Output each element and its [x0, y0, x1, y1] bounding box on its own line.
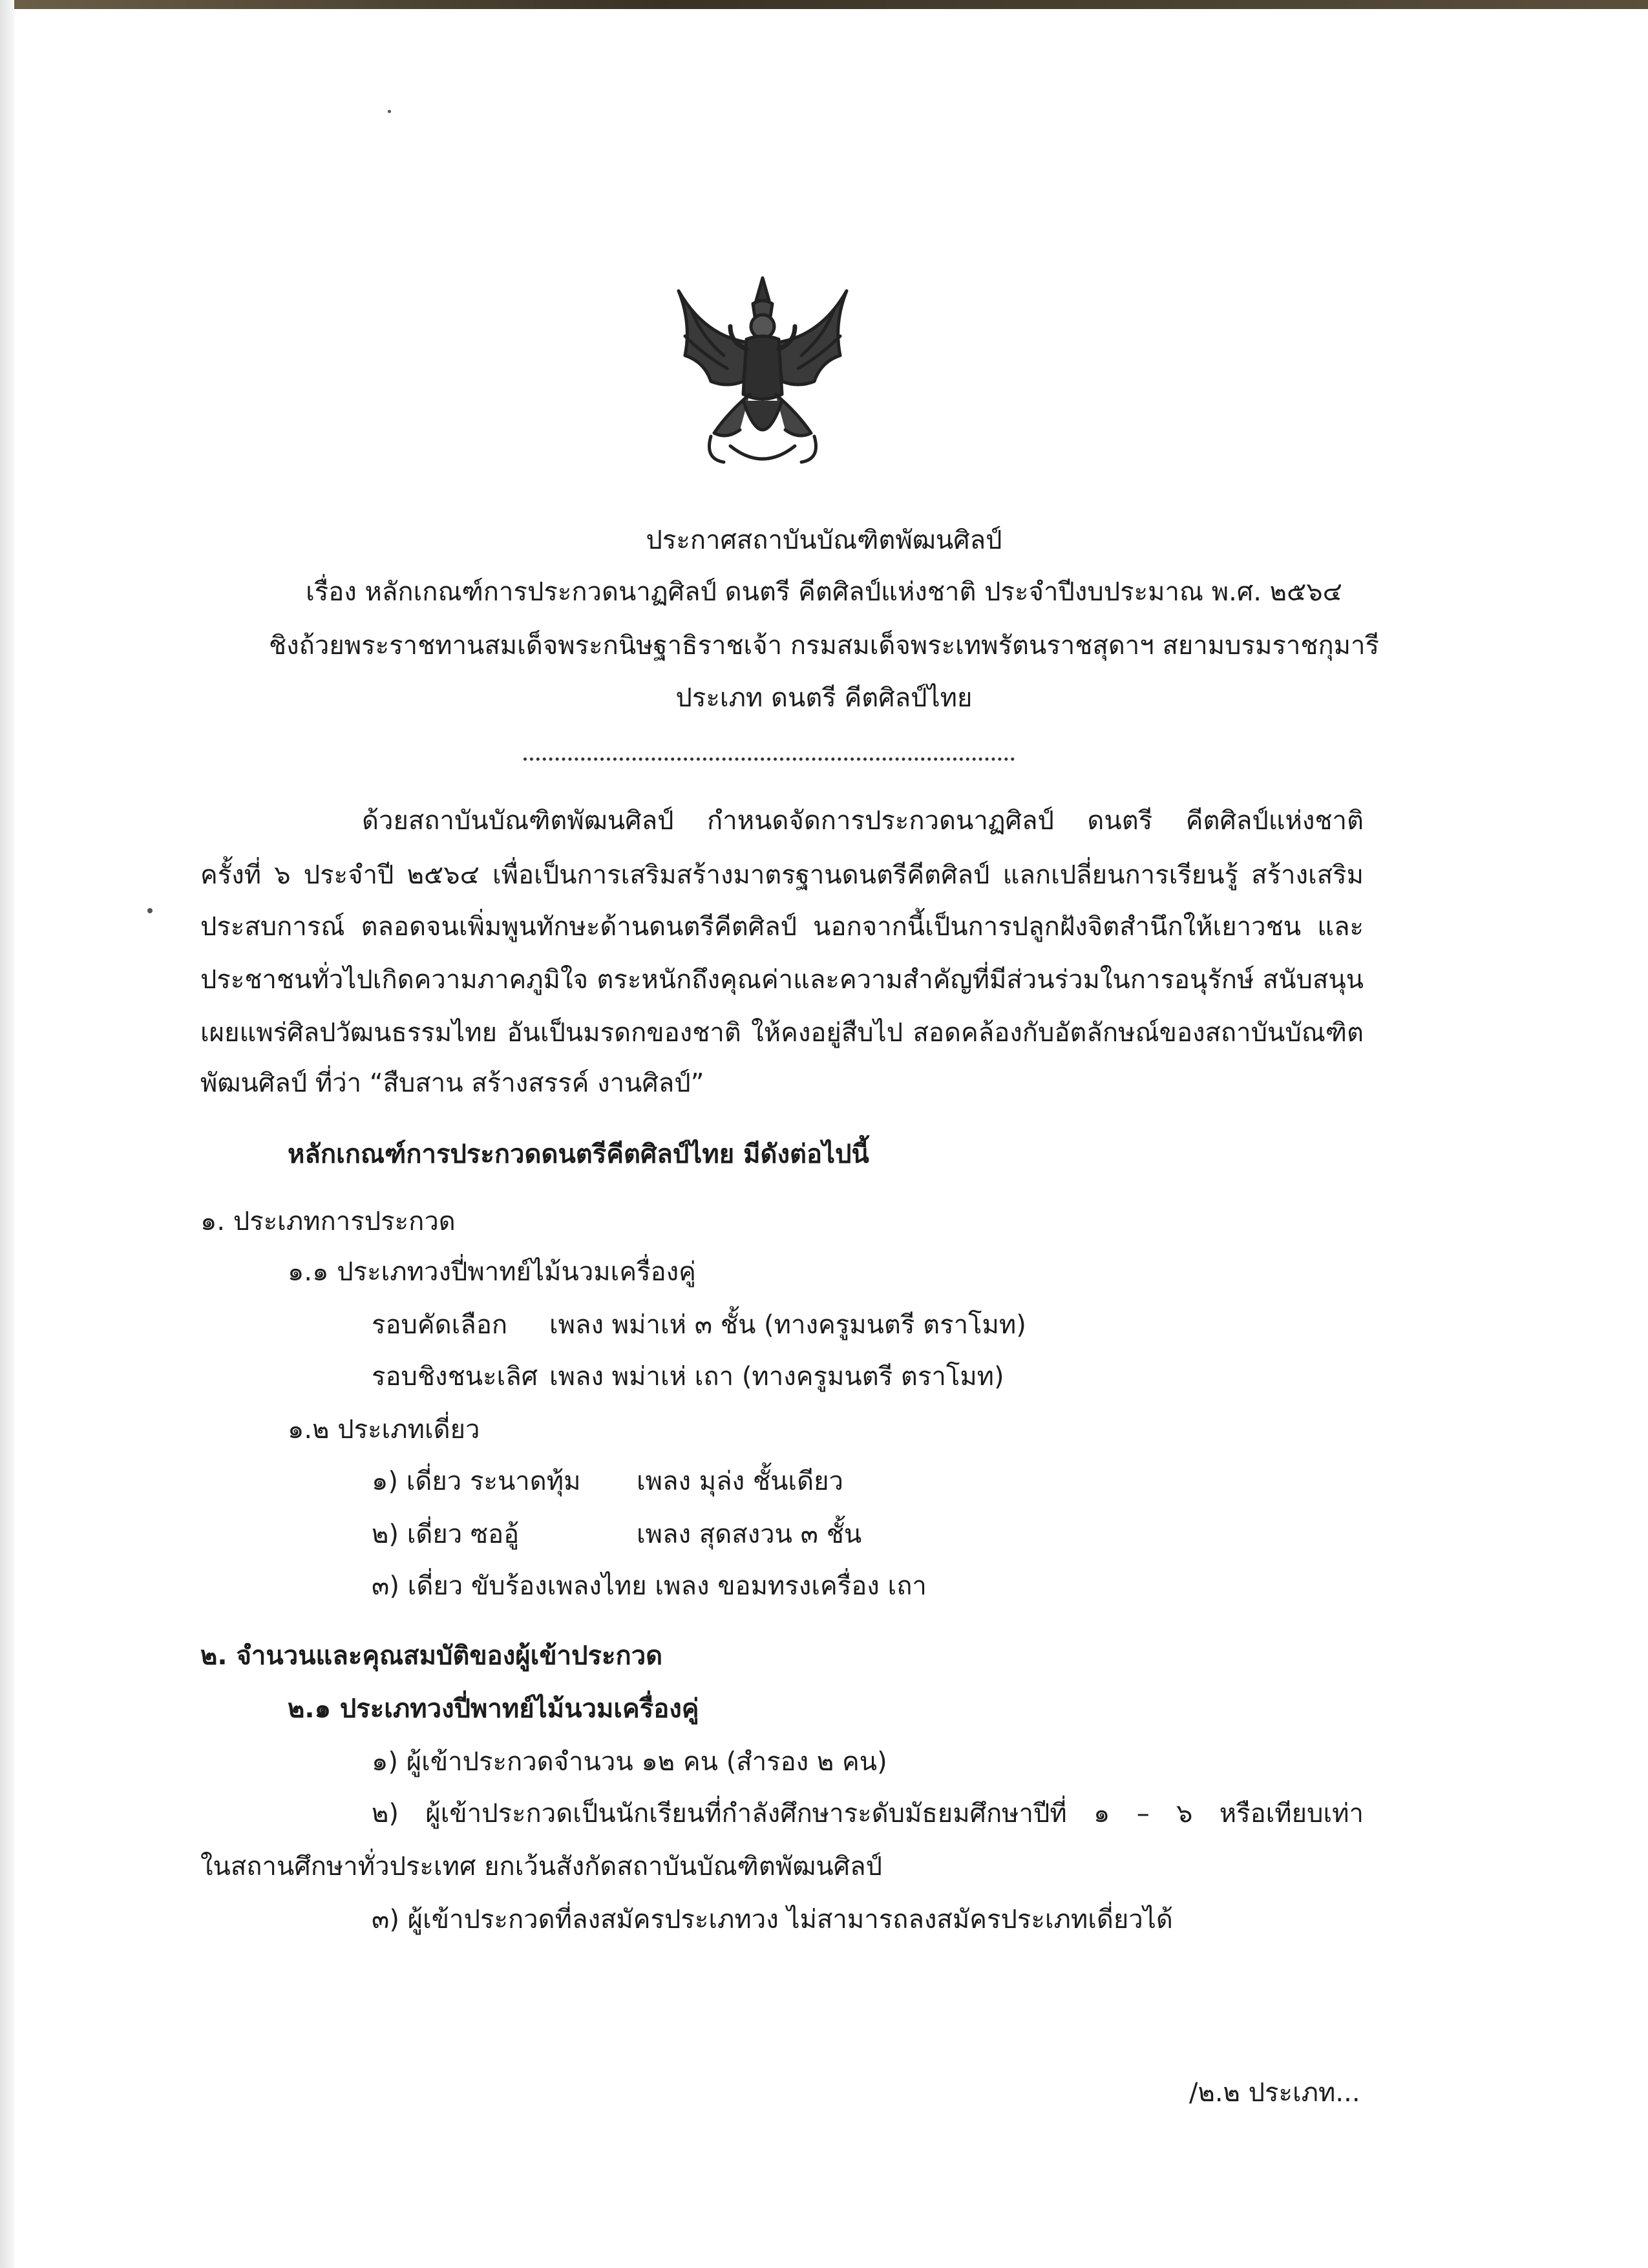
- section1-sub1-heading: ๑.๑ ประเภทวงปี่พาทย์ไม้นวมเครื่องคู่: [288, 1257, 696, 1287]
- solo-item-1-label: ๑) เดี่ยว ระนาดทุ้ม: [372, 1467, 581, 1496]
- section1-sub2-heading: ๑.๒ ประเภทเดี่ยว: [288, 1415, 480, 1445]
- qualification-item-2-line-2: ในสถานศึกษาทั่วประเทศ ยกเว้นสังกัดสถาบันบัณฑิตพัฒนศิลป์: [200, 1852, 882, 1881]
- header-divider: [523, 758, 1015, 761]
- trophy-line: ชิงถ้วยพระราชทานสมเด็จพระกนิษฐาธิราชเจ้า กรมสมเด็จพระเทพรัตนราชสุดาฯ สยามบรมราชกุมารี: [268, 631, 1379, 661]
- page-continuation: /๒.๒ ประเภท...: [1189, 2078, 1360, 2108]
- round1-label: รอบคัดเลือก: [372, 1310, 508, 1340]
- intro-line-5: เผยแพร่ศิลปวัฒนธรรมไทย อันเป็นมรดกของชาติ ให้คงอยู่สืบไป สอดคล้องกับอัตลักษณ์ของสถาบันบัณฑิต: [200, 1018, 1364, 1048]
- intro-line-6: พัฒนศิลป์ ที่ว่า “สืบสาน สร้างสรรค์ งานศิลป์”: [200, 1068, 704, 1098]
- criteria-heading: หลักเกณฑ์การประกวดดนตรีคีตศิลป์ไทย มีดังต่อไปนี้: [288, 1139, 869, 1169]
- solo-item-3-label: ๓) เดี่ยว ขับร้องเพลงไทย เพลง ขอมทรงเครื่อง เถา: [372, 1571, 927, 1601]
- subject-line: เรื่อง หลักเกณฑ์การประกวดนาฏศิลป์ ดนตรี คีตศิลป์แห่งชาติ ประจำปีงบประมาณ พ.ศ. ๒๕๖๔: [306, 577, 1342, 607]
- round2-song: เพลง พม่าเห่ เถา (ทางครูมนตรี ตราโมท): [549, 1362, 1004, 1392]
- scan-edge-top: [0, 0, 1648, 9]
- scan-speck: [147, 908, 153, 913]
- qualification-item-3: ๓) ผู้เข้าประกวดที่ลงสมัครประเภทวง ไม่สามารถลงสมัครประเภทเดี่ยวได้: [372, 1905, 1173, 1934]
- solo-item-1-song: เพลง มุล่ง ชั้นเดียว: [637, 1467, 843, 1496]
- intro-line-1: ด้วยสถาบันบัณฑิตพัฒนศิลป์ กำหนดจัดการประกวดนาฏศิลป์ ดนตรี คีตศิลป์แห่งชาติ: [362, 806, 1364, 836]
- intro-line-4: ประชาชนทั่วไปเกิดความภาคภูมิใจ ตระหนักถึงคุณค่าและความสำคัญที่มีส่วนร่วมในการอนุรักษ์ สนับสนุน: [200, 965, 1364, 995]
- page-title: ประกาศสถาบันบัณฑิตพัฒนศิลป์: [646, 525, 1002, 555]
- qualification-item-1: ๑) ผู้เข้าประกวดจำนวน ๑๒ คน (สำรอง ๒ คน): [372, 1747, 887, 1777]
- scan-edge-left: [0, 0, 14, 2268]
- intro-line-3: ประสบการณ์ ตลอดจนเพิ่มพูนทักษะด้านดนตรีคีตศิลป์ นอกจากนี้เป็นการปลูกฝังจิตสำนึกให้เยาวชน และ: [200, 912, 1364, 942]
- section2-sub1-heading: ๒.๑ ประเภทวงปี่พาทย์ไม้นวมเครื่องคู่: [288, 1694, 699, 1724]
- section2-heading: ๒. จำนวนและคุณสมบัติของผู้เข้าประกวด: [200, 1641, 663, 1671]
- round1-song: เพลง พม่าเห่ ๓ ชั้น (ทางครูมนตรี ตราโมท): [549, 1310, 1026, 1340]
- solo-item-2-label: ๒) เดี่ยว ซออู้: [372, 1520, 520, 1549]
- solo-item-2-song: เพลง สุดสงวน ๓ ชั้น: [637, 1520, 862, 1549]
- intro-line-2: ครั้งที่ ๖ ประจำปี ๒๕๖๔ เพื่อเป็นการเสริมสร้างมาตรฐานดนตรีคีตศิลป์ แลกเปลี่ยนการเรียนรู้ สร้างเสริม: [200, 860, 1364, 890]
- category-line: ประเภท ดนตรี คีตศิลป์ไทย: [675, 683, 973, 713]
- scan-speck: [388, 110, 391, 113]
- qualification-item-2-line-1: ๒) ผู้เข้าประกวดเป็นนักเรียนที่กำลังศึกษาระดับมัธยมศึกษาปีที่ ๑ – ๖ หรือเทียบเท่า: [372, 1799, 1364, 1828]
- section1-heading: ๑. ประเภทการประกวด: [200, 1207, 456, 1236]
- round2-label: รอบชิงชนะเลิศ: [372, 1362, 538, 1392]
- garuda-emblem-icon: [666, 265, 860, 478]
